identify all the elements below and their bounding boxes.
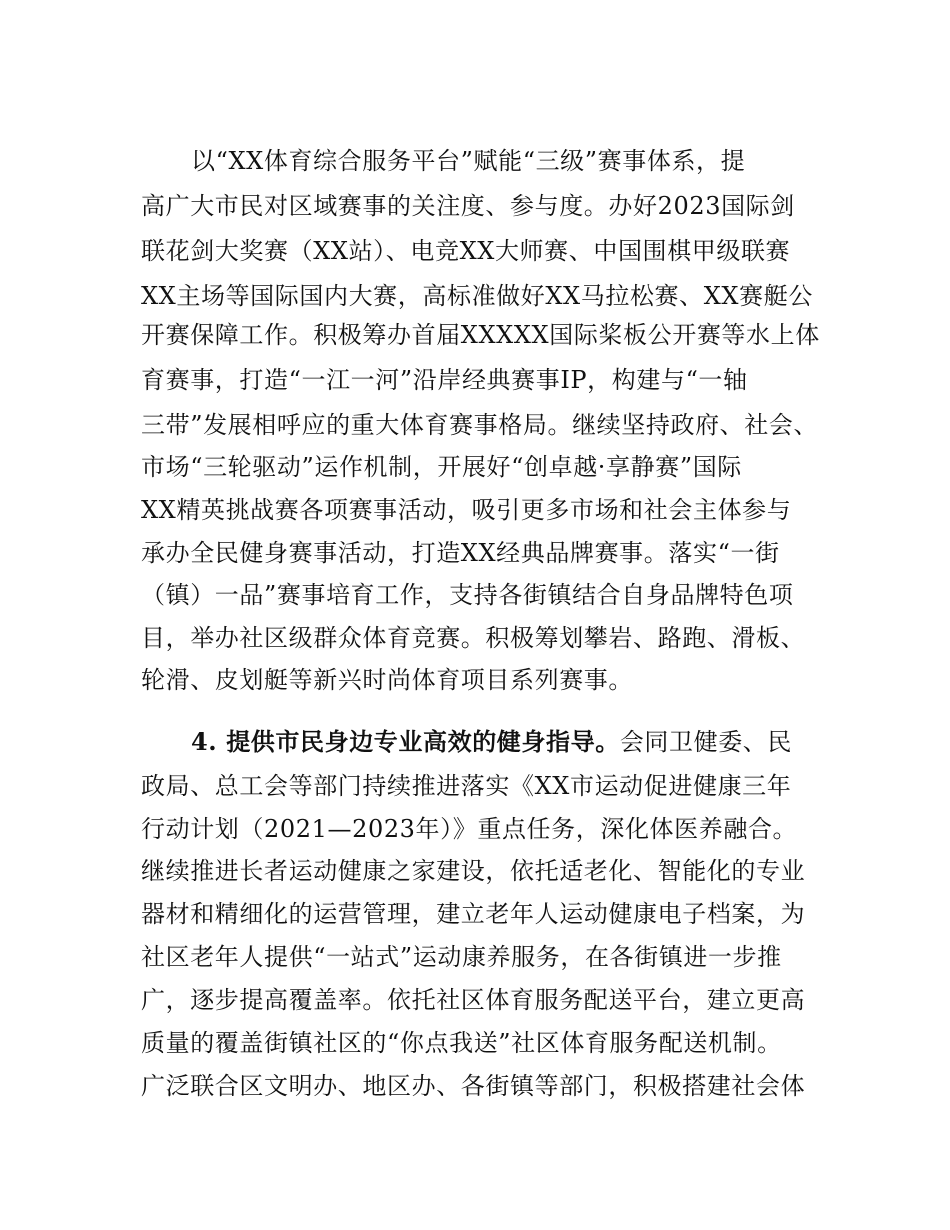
text-line: 器材和精细化的运营管理，建立老年人运动健康电子档案，为 (141, 900, 806, 928)
text-line: 轮滑、皮划艇等新兴时尚体育项目系列赛事。 (141, 666, 633, 694)
text-line: 以“XX体育综合服务平台”赋能“三级”赛事体系，提 (191, 147, 746, 175)
text-line: 社区老年人提供“一站式”运动康养服务，在各街镇进一步推 (141, 943, 782, 971)
text-line: 联花剑大奖赛（XX站）、电竞XX大师赛、中国围棋甲级联赛 (141, 237, 791, 265)
text-line: 市场“三轮驱动”运作机制，开展好“创卓越·享静赛”国际 (141, 453, 742, 481)
text-line: 广，逐步提高覆盖率。依托社区体育服务配送平台，建立更高 (141, 986, 806, 1014)
text-line: 承办全民健身赛事活动，打造XX经典品牌赛事。落实“一街 (141, 539, 780, 567)
text-line: 质量的覆盖街镇社区的“你点我送”社区体育服务配送机制。 (141, 1029, 782, 1057)
section-heading: 4. 提供市民身边专业高效的健身指导。 (191, 727, 620, 756)
text-line: 广泛联合区文明办、地区办、各街镇等部门，积极搭建社会体 (141, 1072, 806, 1100)
heading-continuation: 会同卫健委、民 (619, 728, 793, 756)
text-line: XX精英挑战赛各项赛事活动，吸引更多市场和社会主体参与 (141, 496, 792, 524)
text-line: 高广大市民对区域赛事的关注度、参与度。办好2023国际剑 (141, 192, 795, 220)
text-line: 三带”发展相呼应的重大体育赛事格局。继续坚持政府、社会、 (141, 411, 819, 439)
text-line: （镇）一品”赛事培育工作，支持各街镇结合自身品牌特色项 (141, 581, 794, 609)
text-line (191, 727, 792, 757)
text-line: 行动计划（2021—2023年）》重点任务，深化体医养融合。 (141, 815, 798, 843)
text-line: 继续推进长者运动健康之家建设，依托适老化、智能化的专业 (141, 857, 806, 885)
text-line: XX主场等国际国内大赛，高标准做好XX马拉松赛、XX赛艇公 (141, 282, 813, 310)
text-line: 育赛事，打造“一江一河”沿岸经典赛事IP，构建与“一轴 (141, 366, 748, 394)
text-line: 开赛保障工作。积极筹办首届XXXXX国际桨板公开赛等水上体 (141, 321, 820, 349)
text-line: 政局、总工会等部门持续推进落实《XX市运动促进健康三年 (141, 772, 792, 800)
text-line: 目，举办社区级群众体育竞赛。积极筹划攀岩、路跑、滑板、 (141, 624, 806, 652)
